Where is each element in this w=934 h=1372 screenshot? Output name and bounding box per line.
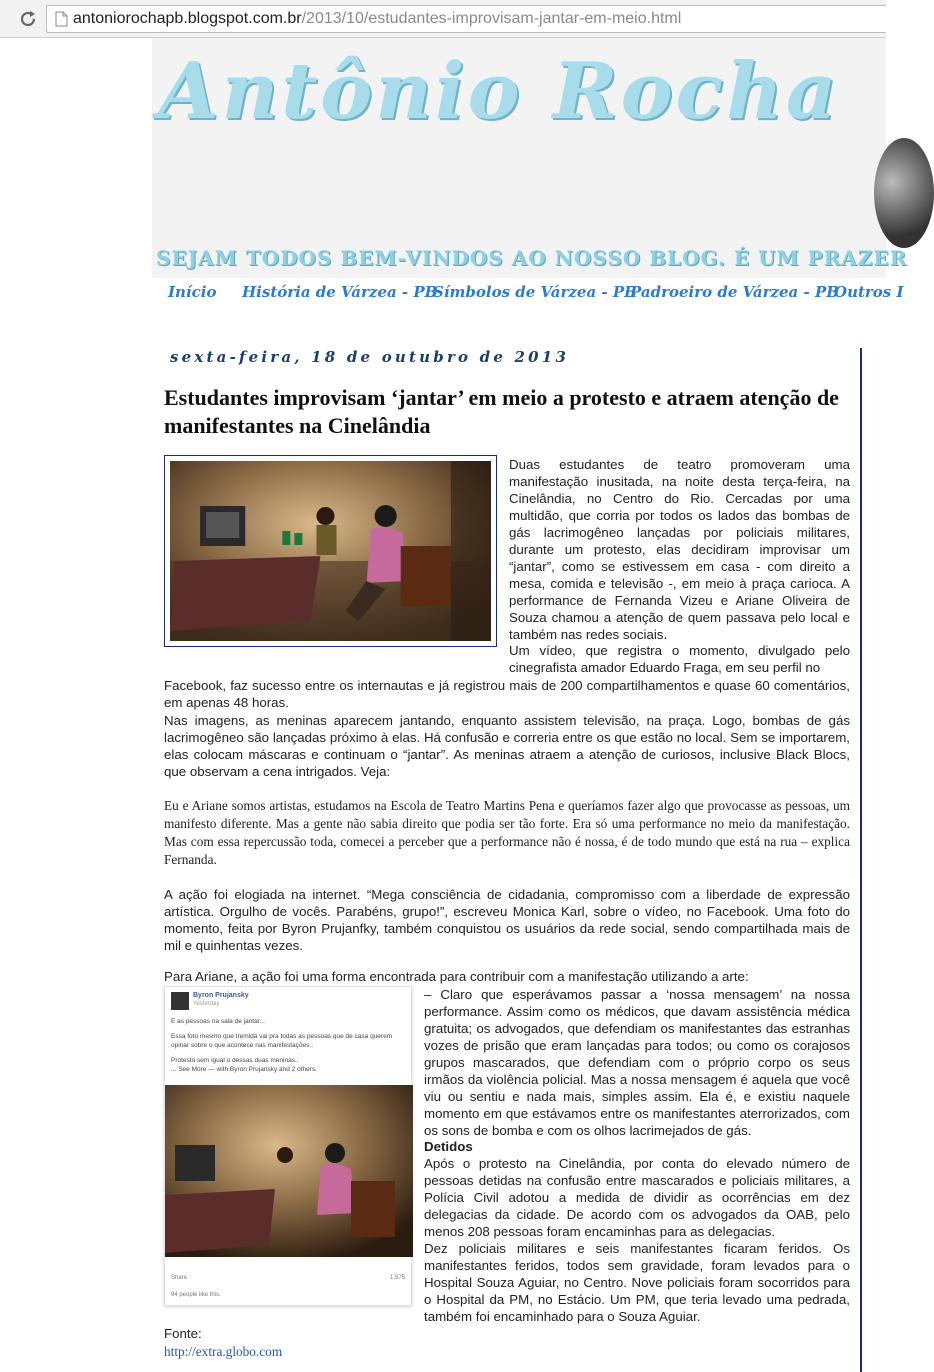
paragraph-2b: Facebook, faz sucesso entre os internautas e já registrou mais de 200 compartilhamentos e quase 60 comentários, em apenas 48 horas. <box>164 678 850 710</box>
avatar <box>171 992 189 1010</box>
paragraph-7: Após o protesto na Cinelândia, por conta do elevado número de pessoas detidas na confusão entre mascarados e policiais militares, a Polícia Civil adotou a medida de dividir as ocorrências em dez delegacias da cidade. De acordo com os advogados da OAB, pelo menos 208 pessoas foram encaminhas para as delegacias. <box>424 1156 850 1239</box>
fb-line-1: E as pessoas na sala de jantar... <box>171 1018 265 1025</box>
fb-time: Yesterday <box>193 1001 220 1007</box>
paragraph-6: – Claro que esperávamos passar a ‘nossa mensagem’ na nossa performance. Assim como os médicos, que davam assistência médica gratuita; os advogados, que defendiam os manifestantes das estranhas vozes de prisão que eram lançadas para todos; ou como os corajosos grupos mascarados, que defendiam com o próprio corpo os seus irmãos da violência policial. Mas a nossa mensagem é aquela que você viu ou sentiu e nada mais, simples assim. Ela é, e existiu naquele momento em que estávamos entre os manifestantes aterrorizados, com os sons de bomba e com os olhos lacrimejados de gás. <box>424 987 850 1138</box>
reload-icon[interactable] <box>17 8 39 30</box>
welcome-text: SEJAM TODOS BEM-VINDOS AO NOSSO BLOG. É UM PRAZER <box>156 246 908 270</box>
paragraph-1: Duas estudantes de teatro promoveram uma manifestação inusitada, na noite desta terça-feira, na Cinelândia, no Centro do Rio. Cercadas por uma multidão, que corria por todos os lados das bombas de gás lacrimogêneo lançadas por policiais militares, durante um protesto, elas decidiram improvisar um “jantar”, como se estivessem em casa - com direito a mesa, comida e televisão -, em meio à praça carioca. A performance de Fernanda Vizeu e Ariane Oliveira de Souza chamou a atenção de quem passava pelo local e também nas redes sociais. <box>509 457 850 642</box>
column-divider <box>860 348 862 1372</box>
browser-toolbar <box>0 0 886 38</box>
url-bar[interactable] <box>46 5 886 33</box>
tab-historia[interactable]: História de Várzea - PB <box>242 283 438 301</box>
paragraph-4: A ação foi elogiada na internet. “Mega consciência de cidadania, compromisso com a liberdade de expressão artística. Orgulho de vocês. Parabéns, grupo!”, escreveu Monica Karl, sobre o vídeo, no Facebook. Uma foto do momento, feita por Byron Prujanfky, também conquistou os usuários da rede social, sendo compartilhada mais de mil e quinhentas vezes. <box>164 887 850 953</box>
fb-author: Byron Prujansky <box>193 992 249 999</box>
fb-likes: 94 people like this. <box>171 1292 221 1298</box>
protest-photo <box>170 461 491 641</box>
paragraph-2a: Um vídeo, que registra o momento, divulgado pelo cinegrafista amador Eduardo Fraga, em seu perfil no <box>509 643 850 675</box>
fb-line-4: ... See More — with Byron Prujansky and 2 others. <box>171 1066 317 1073</box>
post-title[interactable]: Estudantes improvisam ‘jantar’ em meio a protesto e atraem atenção de manifestantes na Cinelândia <box>164 385 839 438</box>
url-path: /2013/10/estudantes-improvisam-jantar-em-meio.html <box>301 10 682 27</box>
fb-text <box>171 1017 407 1074</box>
paragraph-3: Nas imagens, as meninas aparecem jantando, enquanto assistem televisão, na praça. Logo, bombas de gás lacrimogêneo são lançadas próximo à elas. Há confusão e correria entre os que estão no local. Sem se importarem, elas colocam máscaras e continuam o “jantar”. As meninas atraem a atenção de curiosos, inclusive Black Blocs, que observam a cena intrigados. Veja: <box>164 713 850 779</box>
url-text <box>73 10 681 28</box>
paragraph-5: Para Ariane, a ação foi uma forma encontrada para contribuir com a manifestação utilizando a arte: <box>164 969 749 984</box>
date-header: sexta-feira, 18 de outubro de 2013 <box>170 348 570 366</box>
blog-header <box>152 38 908 278</box>
source-link[interactable]: http://extra.globo.com <box>164 1344 283 1359</box>
fb-share[interactable]: Share <box>171 1275 188 1281</box>
back-arrow-icon[interactable] <box>0 7 6 29</box>
tab-simbolos[interactable]: Símbolos de Várzea - PB <box>433 283 637 301</box>
subheading-detidos: Detidos <box>424 1139 473 1154</box>
fb-line-3: Protesto sem igual o dessas duas meninas.. <box>171 1057 299 1064</box>
tab-padroeiro[interactable]: Padroeiro de Várzea - PB <box>630 283 839 301</box>
tab-outros[interactable]: Outros I <box>834 283 904 301</box>
paragraph-8: Dez policiais militares e seis manifestantes ficaram feridos. Os manifestantes feridos, todos sem gravidade, foram levados para o Hospital Souza Aguiar, no Centro. Nove policiais foram socorridos para o Hospital da PM, no Estácio. Um PM, que teria levado uma pedrada, também foi encaminhado para o Souza Aguiar. <box>424 1241 850 1324</box>
globe-icon <box>874 138 934 248</box>
quote-paragraph: Eu e Ariane somos artistas, estudamos na Escola de Teatro Martins Pena e queríamos fazer algo que provocasse as pessoas, um manifesto diferente. Mas a gente não sabia direito que podia ser tão forte. Era só uma performance no meio da manifestação. Mas com essa repercussão toda, comecei a perceber que a performance não é nossa, é de todo mundo que está na rua – explica Fernanda. <box>164 798 850 867</box>
facebook-post-image[interactable] <box>164 986 412 1306</box>
fb-line-2: Essa foto mesmo que tremida vai pra todas as pessoas que de casa querem opinar sobre o que acontece nas manifestações.. <box>171 1033 393 1049</box>
source-label: Fonte: <box>164 1326 202 1341</box>
url-host: antoniorochapb.blogspot.com.br <box>73 10 302 27</box>
fb-photo <box>165 1085 413 1257</box>
page-icon <box>55 11 68 27</box>
post-photo[interactable] <box>164 455 497 647</box>
fb-share-count: 1,575 <box>389 1275 405 1281</box>
page-tabs <box>0 283 904 309</box>
blog-title[interactable]: Antônio Rocha <box>158 46 840 137</box>
tab-inicio[interactable]: Início <box>168 283 217 301</box>
